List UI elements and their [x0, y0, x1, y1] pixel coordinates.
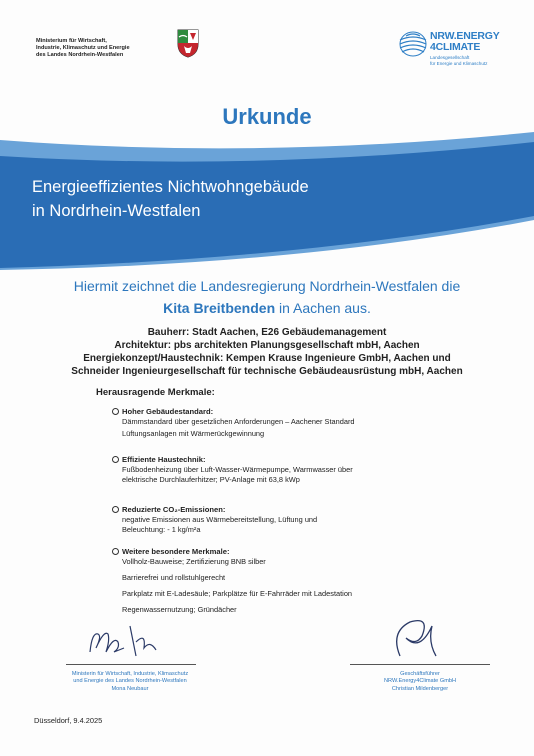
feature-item: Effiziente Haustechnik: Fußbodenheizung über Luft-Wasser-Wärmepumpe, Warmwasser über elektrische Durchlauferhitzer; PV-Anlage mit 63,8 kWp — [122, 455, 452, 485]
nrw-coat-of-arms-icon — [176, 28, 200, 58]
circle-bullet-icon — [112, 548, 119, 555]
logo-subtitle: Landesgesellschaft für Energie und Klimaschutz — [430, 55, 488, 66]
intro-line-1: Hiermit zeichnet die Landesregierung Nordrhein-Westfalen die — [73, 278, 461, 294]
project-credits: Bauherr: Stadt Aachen, E26 Gebäudemanagement Architektur: pbs architekten Planungsgesellschaft mbH, Aachen Energiekonzept/Haustechnik: Kempen Krause Ingenieure GmbH, Aachen und Schneider Ingenieurgesellschaft für technische Gebäudeausrüstung mbH, Aachen — [71, 327, 463, 377]
signature-right — [370, 612, 460, 662]
circle-bullet-icon — [112, 408, 119, 415]
circle-bullet-icon — [112, 506, 119, 513]
logo-line-2: 4CLIMATE — [430, 41, 481, 53]
signature-line-right — [350, 664, 490, 665]
place-and-date: Düsseldorf, 9.4.2025 — [34, 716, 103, 725]
signature-line-left — [66, 664, 196, 665]
award-category: Energieeffizientes Nichtwohngebäude in Nordrhein-Westfalen — [32, 178, 309, 220]
logo-line-1: NRW.ENERGY — [430, 30, 500, 42]
signature-left — [78, 622, 178, 662]
awardee-name: Kita Breitbenden — [163, 300, 276, 316]
feature-item: Hoher Gebäudestandard: Dämmstandard über gesetzlichen Anforderungen – Aachener Standard Lüftungsanlagen mit Wärmerückgewinnung — [122, 407, 452, 439]
features-heading: Herausragende Merkmale: — [96, 387, 215, 398]
signatory-right: Geschäftsführer NRW.Energy4Climate GmbH Christian Mildenberger — [383, 671, 456, 692]
feature-item: Weitere besondere Merkmale: Vollholz-Bauweise; Zertifizierung BNB silber Barrierefrei und rollstuhlgerecht Parkplatz mit E-Ladesäule; Parkplätze für E-Fahrräder mit Ladestation Regenwassernutzung; Gründächer — [122, 547, 452, 615]
signatory-left: Ministerin für Wirtschaft, Industrie, Klimaschutz und Energie des Landes Nordrhein-Westfalen Mona Neubaur — [71, 671, 189, 692]
document-title: Urkunde — [222, 104, 312, 129]
feature-item: Reduzierte CO₂-Emissionen: negative Emissionen aus Wärmebereitstellung, Lüftung und Beleuchtung: - 1 kg/m²a — [122, 505, 452, 535]
ministry-name: Ministerium für Wirtschaft, Industrie, Klimaschutz und Energie des Landes Nordrhein-Westfalen — [36, 38, 130, 58]
globe-icon — [398, 30, 428, 58]
intro-line-2: Kita Breitbenden in Aachen aus. — [163, 300, 371, 316]
circle-bullet-icon — [112, 456, 119, 463]
nrw-energy4climate-logo — [398, 28, 508, 72]
